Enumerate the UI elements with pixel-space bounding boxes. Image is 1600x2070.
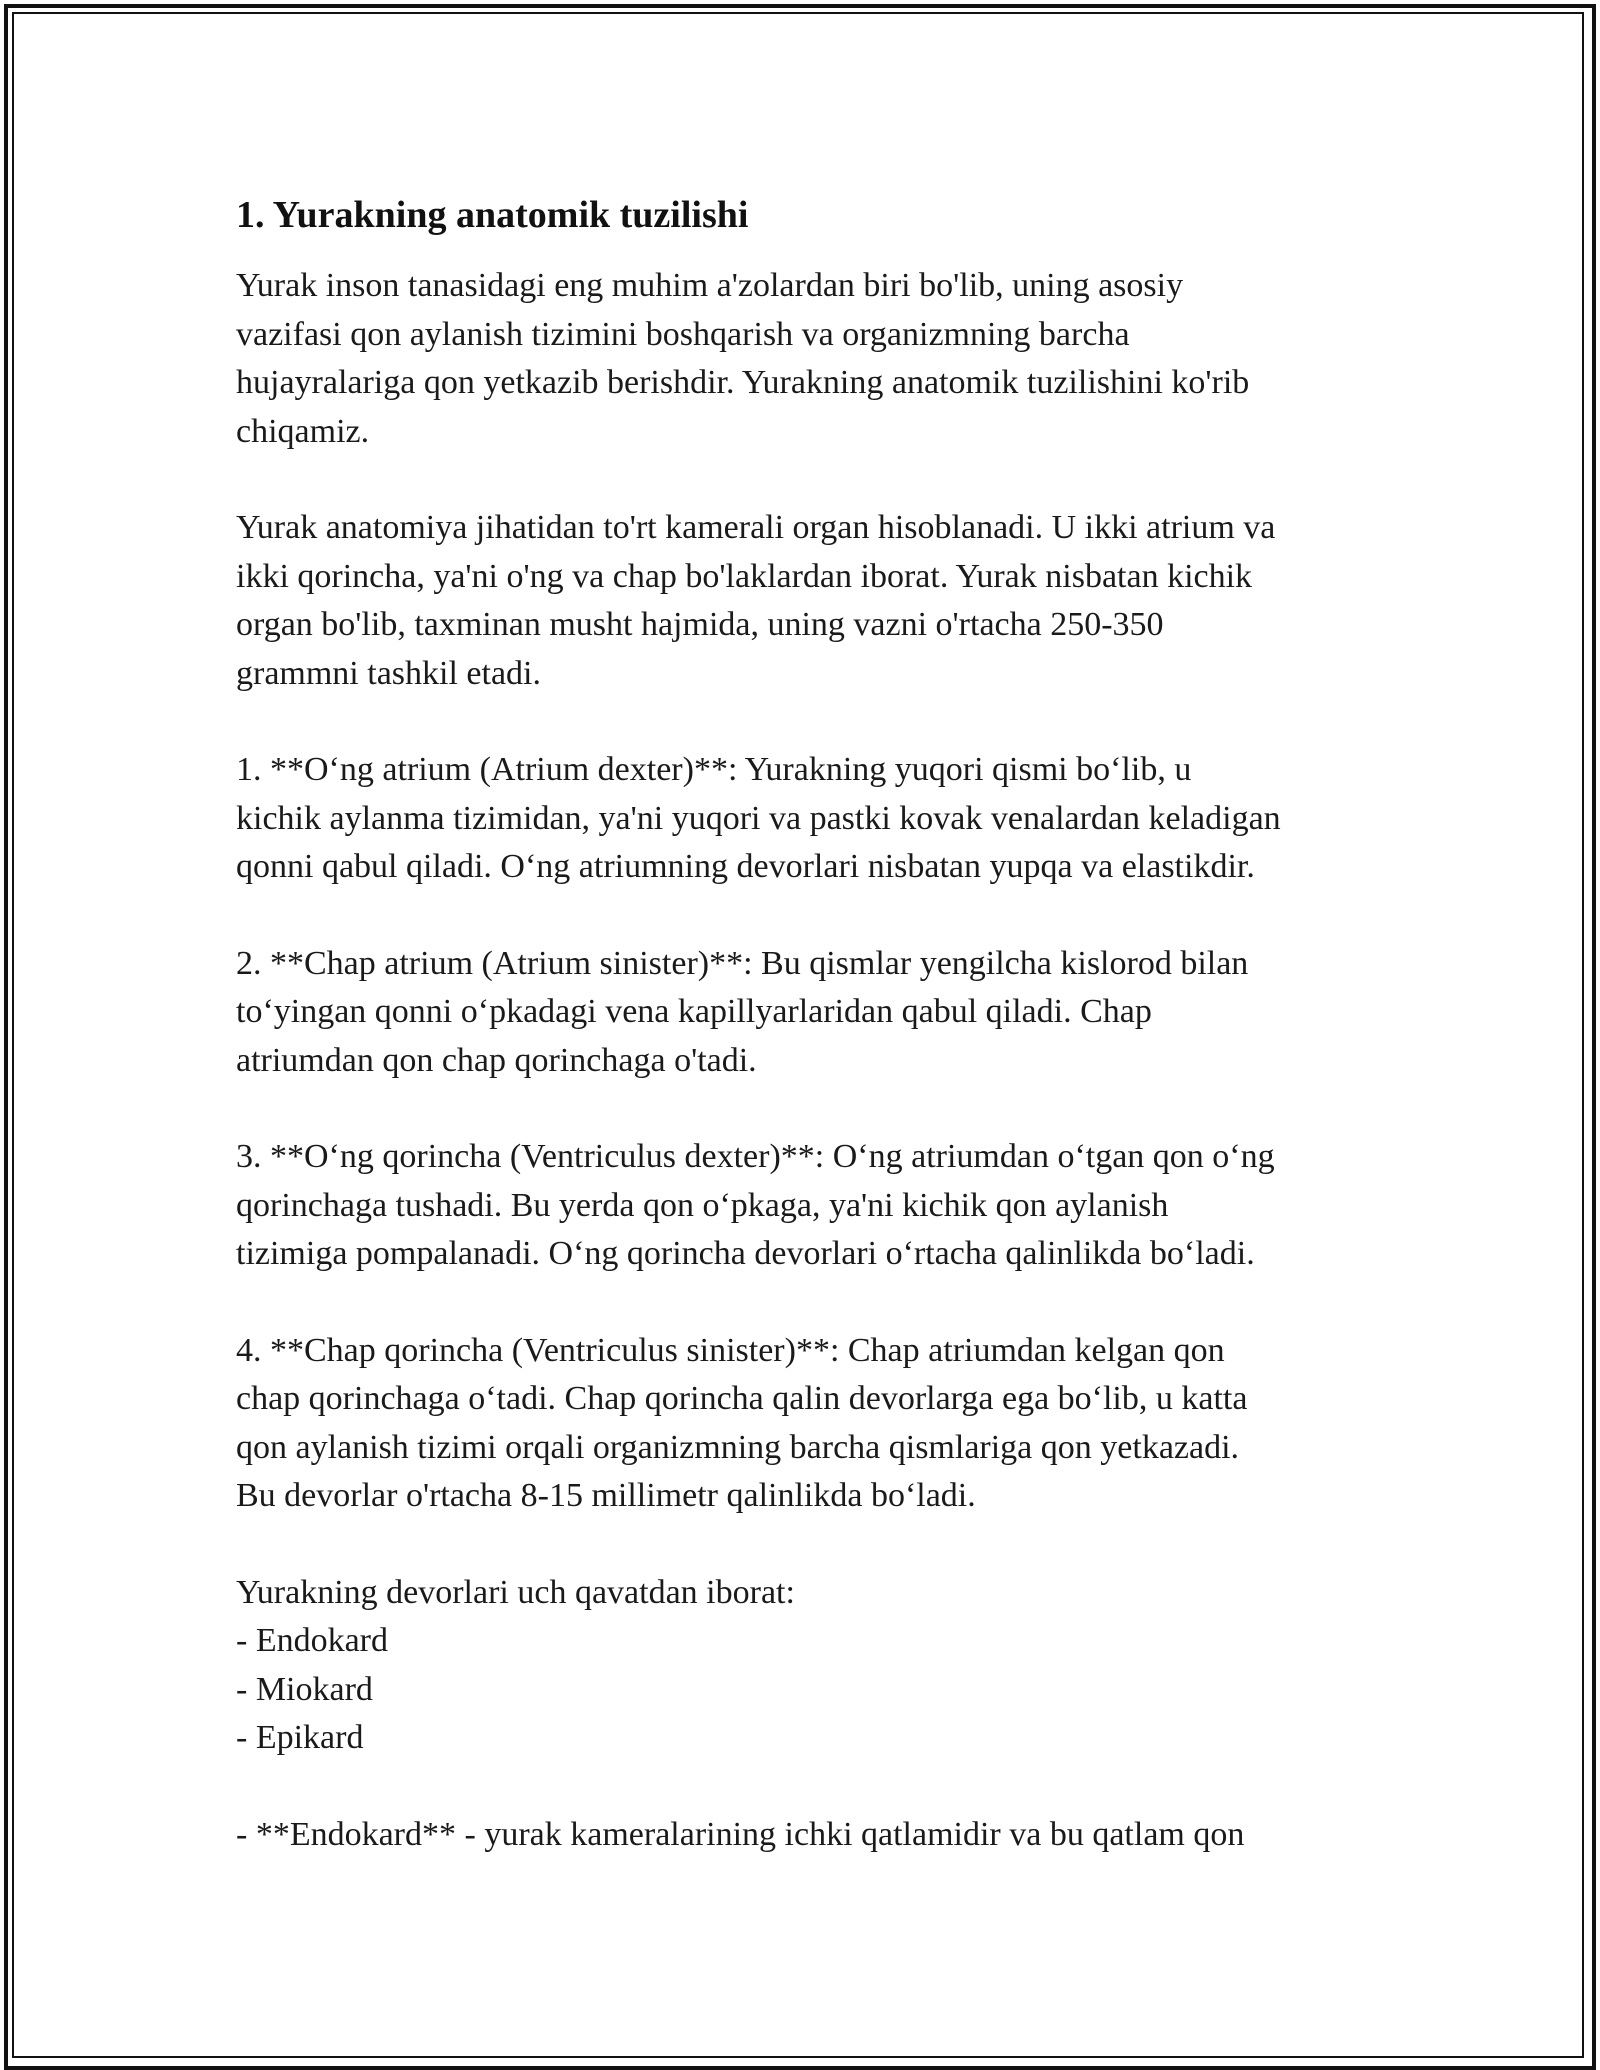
paragraph-left-ventricle: 4. **Chap qorincha (Ventriculus sinister)**: Chap atriumdan kelgan qon chap qorinchaga o‘tadi. Chap qorincha qalin devorlarga ega bo‘lib, u katta qon aylanish tizimi orqali organizmning barcha qismlariga qon yetkazadi. Bu devorlar o'rtacha 8-15 millimetr qalinlikda bo‘ladi. bbox=[236, 1331, 1248, 1514]
list-item: - Miokard bbox=[236, 1670, 373, 1708]
section-heading: 1. Yurakning anatomik tuzilishi bbox=[236, 194, 749, 236]
document-body bbox=[236, 188, 1376, 1859]
paragraph-left-atrium: 2. **Chap atrium (Atrium sinister)**: Bu qismlar yengilcha kislorod bilan to‘yingan qonni o‘pkadagi vena kapillyarlaridan qabul qiladi. Chap atriumdan qon chap qorinchaga o'tadi. bbox=[236, 944, 1249, 1079]
paragraph-chambers: Yurak anatomiya jihatidan to'rt kamerali organ hisoblanadi. U ikki atrium va ikki qorincha, ya'ni o'ng va chap bo'laklardan iborat. Yurak nisbatan kichik organ bo'lib, taxminan musht hajmida, uning vazni o'rtacha 250-350 grammni tashkil etadi. bbox=[236, 509, 1276, 692]
paragraph-right-ventricle: 3. **O‘ng qorincha (Ventriculus dexter)**: O‘ng atriumdan o‘tgan qon o‘ng qorinchaga tushadi. Bu yerda qon o‘pkaga, ya'ni kichik qon aylanish tizimiga pompalanadi. O‘ng qorincha devorlari o‘rtacha qalinlikda bo‘ladi. bbox=[236, 1138, 1275, 1272]
list-item: - Endokard bbox=[236, 1622, 389, 1659]
layers-intro: Yurakning devorlari uch qavatdan iborat: bbox=[236, 1573, 795, 1611]
paragraph-intro: Yurak inson tanasidagi eng muhim a'zolardan biri bo'lib, uning asosiy vazifasi qon aylanish tizimini boshqarish va organizmning barcha hujayralariga qon yetkazib berishdir. Yurakning anatomik tuzilishini ko'rib chiqamiz. bbox=[236, 267, 1250, 450]
layers-list bbox=[236, 1617, 1376, 1763]
list-item: - Epikard bbox=[236, 1719, 364, 1756]
paragraph-right-atrium: 1. **O‘ng atrium (Atrium dexter)**: Yurakning yuqori qismi bo‘lib, u kichik aylanma tizimidan, ya'ni yuqori va pastki kovak venalardan keladigan qonni qabul qiladi. O‘ng atriumning devorlari nisbatan yupqa va elastikdir. bbox=[236, 751, 1281, 885]
paragraph-endokard: - **Endokard** - yurak kameralarining ichki qatlamidir va bu qatlam qon bbox=[236, 1815, 1245, 1853]
